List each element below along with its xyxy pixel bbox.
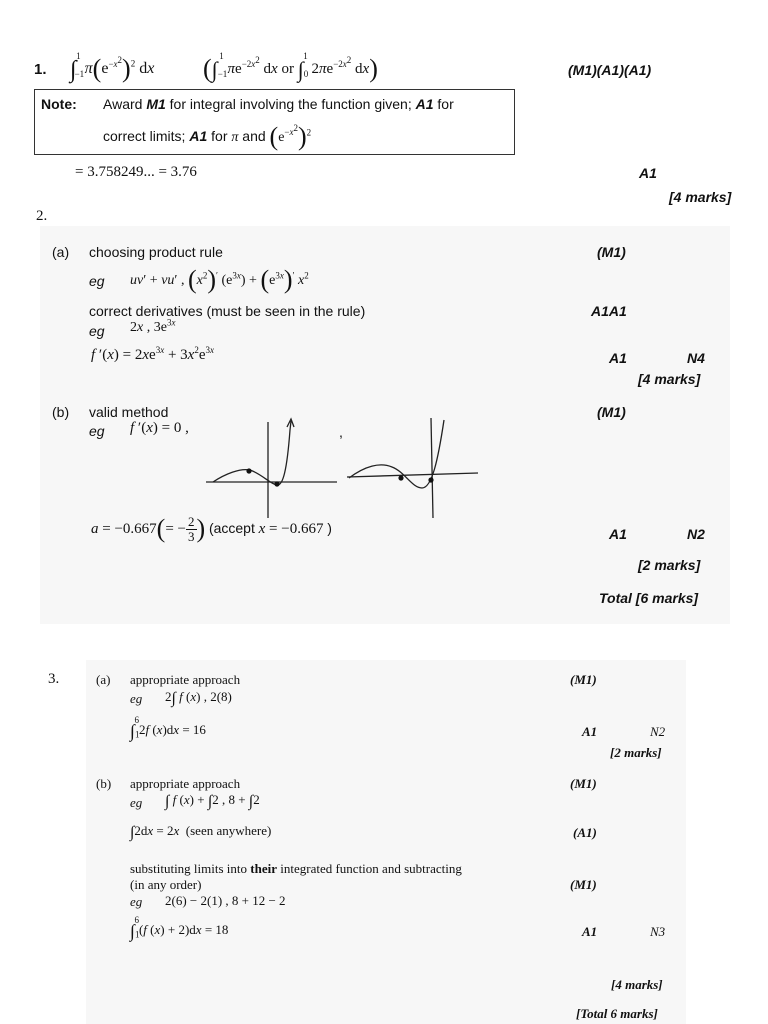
q1-number: 1. [34, 61, 47, 78]
q3b-eg3: 2(6) − 2(1) , 8 + 12 − 2 [165, 893, 286, 908]
q1-note-line1: Award M1 for integral involving the function given; A1 for [103, 96, 454, 112]
q2b-label: (b) [52, 404, 70, 420]
q2b-step1-mark: (M1) [597, 404, 626, 420]
q3b-label: (b) [96, 776, 112, 791]
q1-integral-main: $\int_{-1}^1$ $\pi(e^{-x^2})^2$ dx [70, 50, 155, 83]
q3b-step3-line1: substituting limits into their integrated function and subtracting [130, 861, 462, 876]
q2b-eg: f ′(x) = 0 , [130, 420, 189, 436]
q3b-answer: $\int_1^6(f$ (x) + 2)dx = 18 [130, 914, 229, 941]
q2a-eg2: 2x , $3e^{3x}$ [130, 317, 176, 335]
q1-result-mark: A1 [639, 165, 657, 181]
q2a-step1: choosing product rule [89, 244, 223, 260]
q2a-step2-mark: A1A1 [591, 303, 627, 319]
q2b-eg-label: eg [89, 423, 105, 439]
q2b-answer-mark: A1 [609, 526, 627, 542]
q2a-step1-mark: (M1) [597, 244, 626, 260]
q2a-answer-n: N4 [687, 350, 705, 366]
q3a-total: [2 marks] [610, 745, 662, 760]
q2b-total: [2 marks] [638, 557, 701, 573]
q3b-answer-mark: A1 [582, 924, 598, 939]
q3a-answer-mark: A1 [582, 724, 598, 739]
q3b-step1-mark: (M1) [570, 776, 597, 791]
q1-note-label: Note: [41, 96, 77, 112]
q2b-step1: valid method [89, 404, 169, 420]
q3b-eg3-label: eg [130, 894, 143, 909]
q2a-label: (a) [52, 244, 70, 260]
q3b-step3-mark: (M1) [570, 877, 597, 892]
q2b-comma: , [339, 424, 343, 440]
graph1-min-point [274, 481, 279, 486]
q1-integral-alt: ($\int_{-1}^1$ $\pi e^{-2x^2}$ dx or $\int_0^1$ $2\pi e^{-2x^2}$ dx) [203, 51, 378, 83]
q2a-eg2-label: eg [89, 323, 105, 339]
q3a-step1-mark: (M1) [570, 672, 597, 687]
q3b-step3-line2: (in any order) [130, 877, 202, 892]
q1-marks: (M1)(A1)(A1) [568, 62, 652, 78]
graph2-x-axis [347, 473, 478, 477]
q1-note-line2: correct limits; A1 for π and $(e^{-x^2})^2$ [103, 122, 312, 151]
q3b-answer-n: N3 [650, 924, 666, 939]
q2a-step2: correct derivatives (must be seen in the rule) [89, 303, 366, 319]
graph2-y-axis [431, 418, 433, 518]
q3b-eg1-label: eg [130, 795, 143, 810]
graph2-min-point [428, 477, 433, 482]
q3b-step2: ∫2dx = 2x (seen anywhere) [130, 823, 272, 841]
q2-grand-total: Total [6 marks] [599, 590, 699, 606]
q3a-eg: 2∫ f (x) , 2(8) [165, 689, 232, 707]
graph1-curve [213, 421, 291, 485]
q3a-label: (a) [96, 672, 111, 687]
q3-number: 3. [48, 671, 60, 687]
q2a-total: [4 marks] [638, 371, 701, 387]
q3b-step1: appropriate approach [130, 776, 241, 791]
q1-total: [4 marks] [669, 189, 732, 205]
q2a-answer-mark: A1 [609, 350, 627, 366]
q2-number: 2. [36, 208, 48, 224]
q3b-total: [4 marks] [611, 977, 663, 992]
q3a-step1: appropriate approach [130, 672, 241, 687]
q3a-eg-label: eg [130, 691, 143, 706]
q3a-answer-n: N2 [650, 724, 666, 739]
q3-grand-total: [Total 6 marks] [576, 1006, 658, 1021]
q3a-answer: $\int_1^62f$ (x)dx = 16 [130, 714, 206, 741]
q3b-eg1: ∫ f (x) + ∫2 , 8 + ∫2 [165, 792, 260, 810]
q2b-answer-n: N2 [687, 526, 705, 542]
graph2-max-point [398, 475, 403, 480]
q2a-answer: f $'(x) = 2xe^{3x} + 3x^2e^{3x}$ [91, 345, 214, 363]
q2a-eg1-label: eg [89, 273, 105, 289]
q1-result: = 3.758249... = 3.76 [75, 164, 197, 180]
q3b-step2-mark: (A1) [573, 825, 597, 840]
q2b-answer: a = −0.667(= − $\frac{2}{3}$ ) (accept x = −0.667 ) [91, 514, 332, 545]
q2a-eg1: uv′ + vu′ , $(x^2)'$ $(e^{3x}) + (e^{3x})'$ $x^2$ [130, 265, 309, 294]
graph1-max-point [246, 468, 251, 473]
